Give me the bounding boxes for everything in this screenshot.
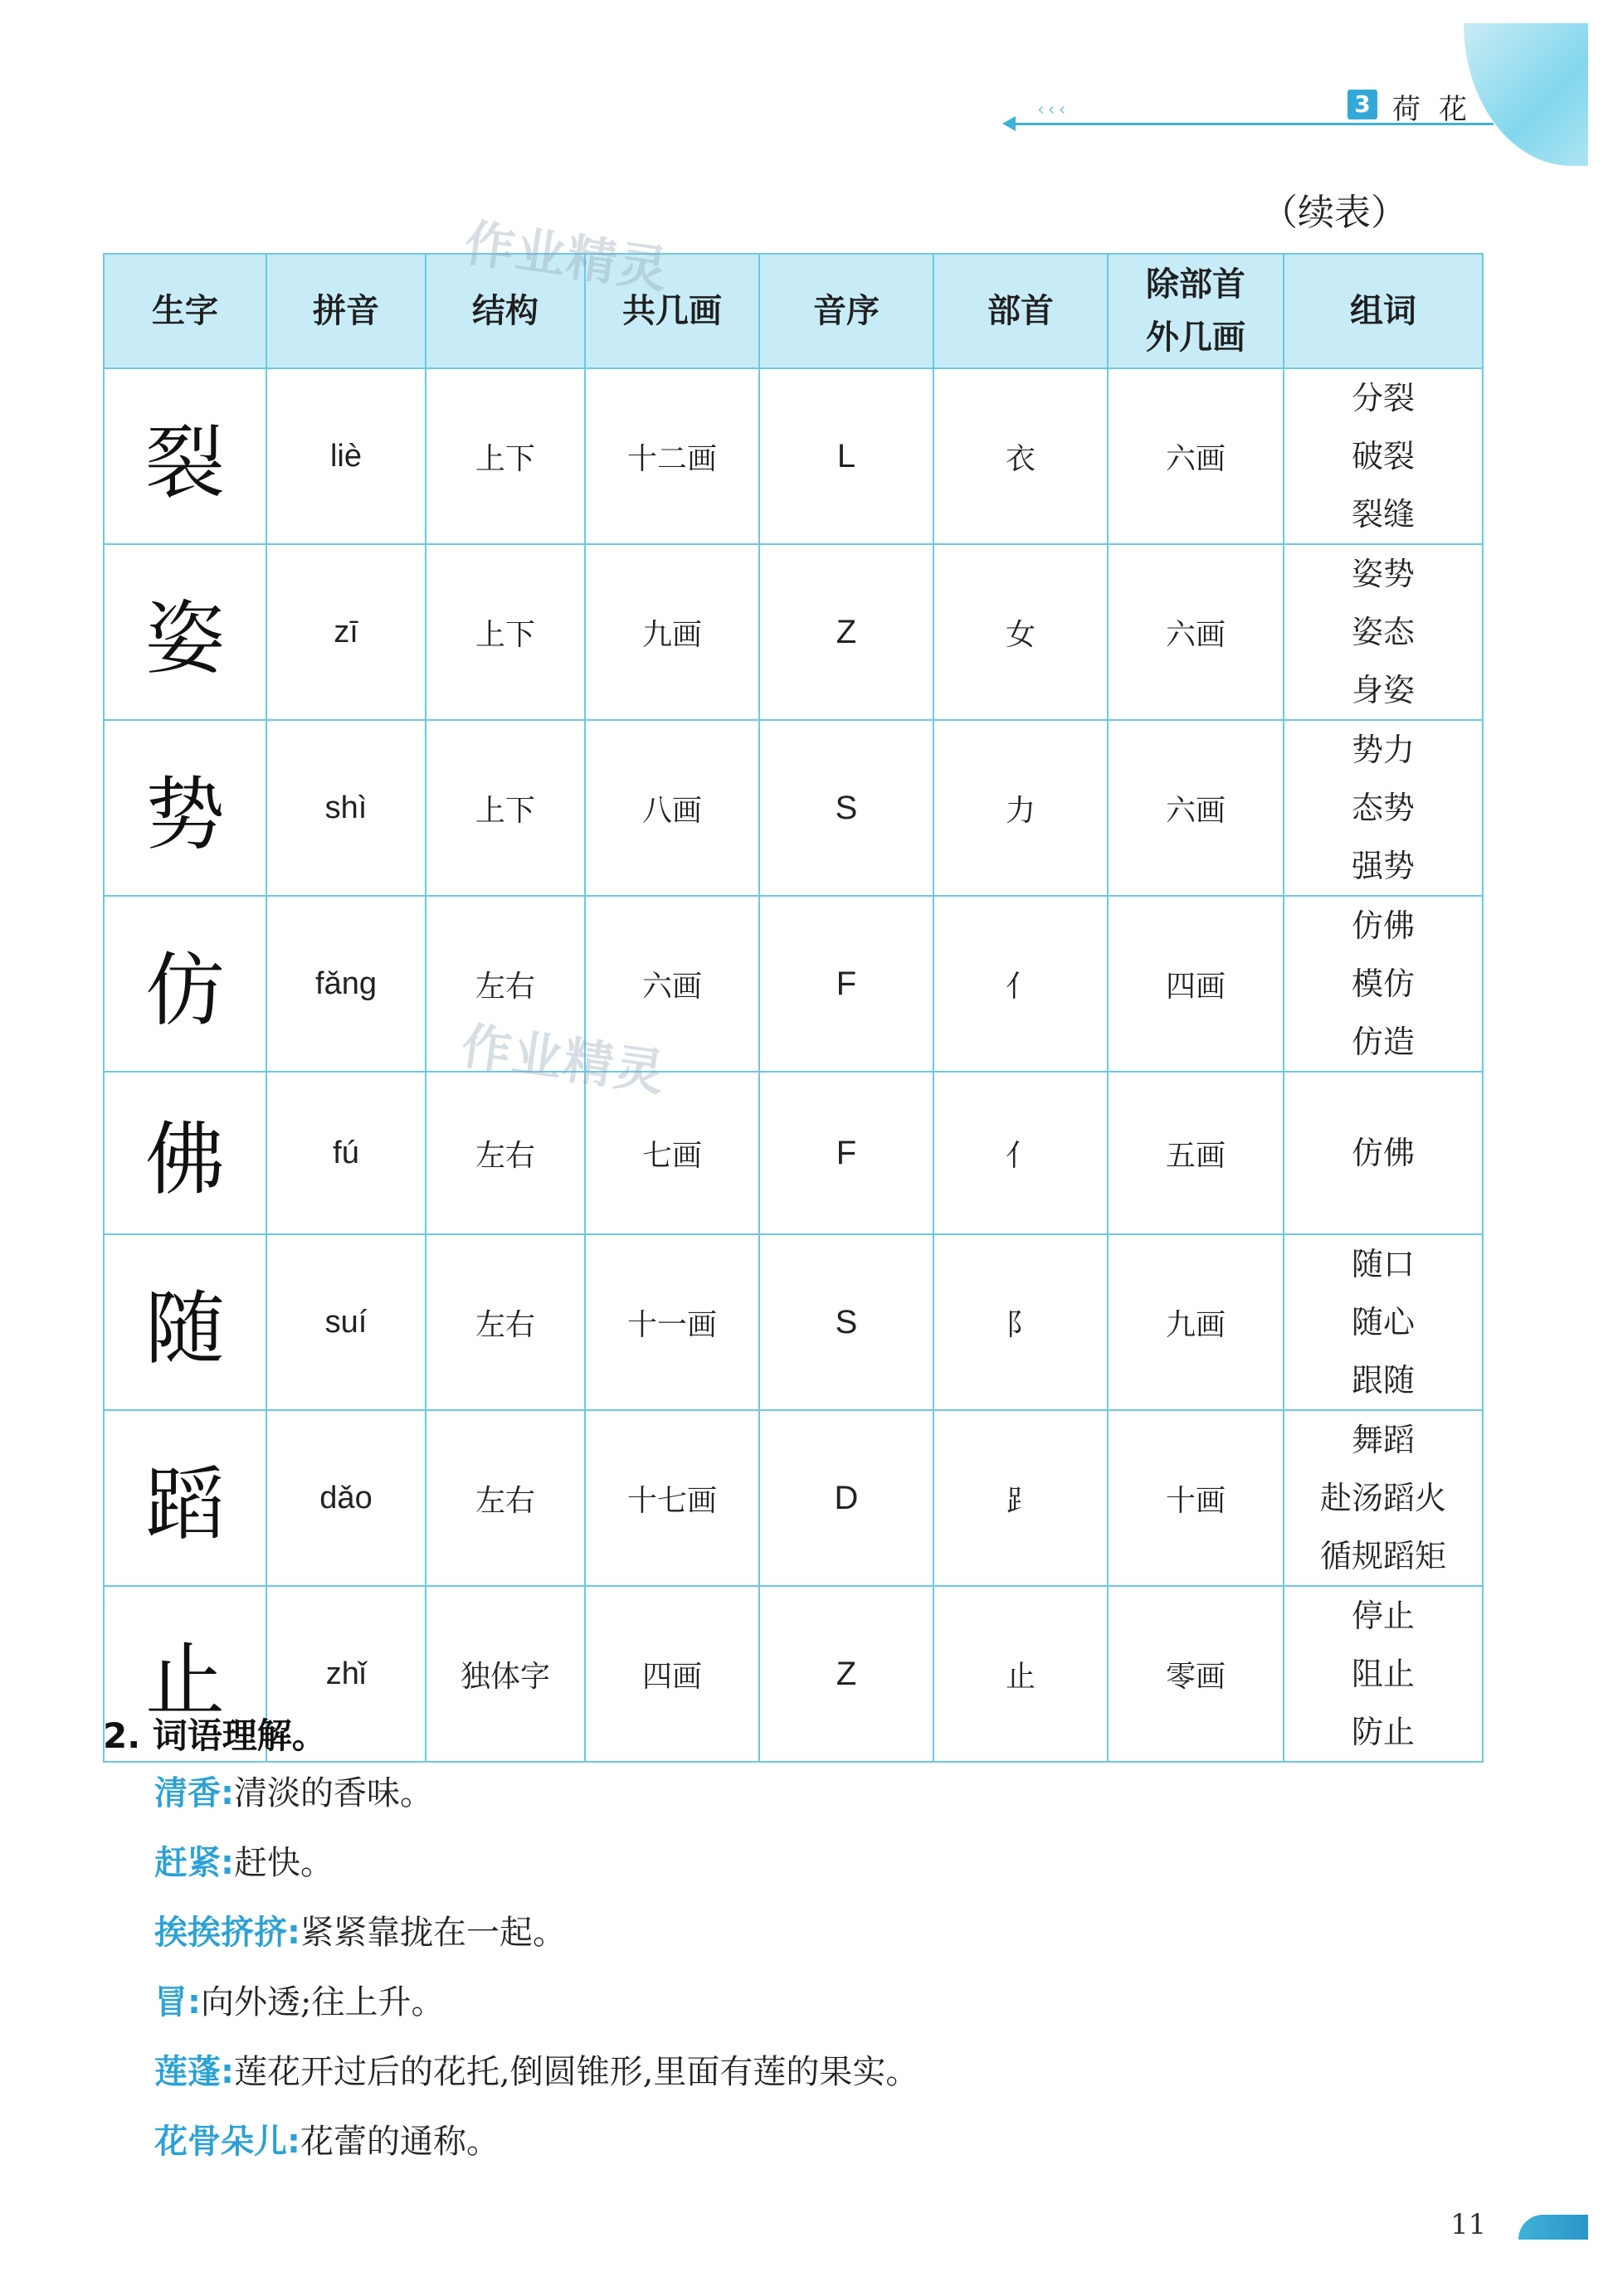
vocab-term: 花骨朵儿 xyxy=(154,2123,287,2161)
vocab-separator: : xyxy=(287,1914,300,1952)
radical-cell: 亻 xyxy=(933,896,1108,1072)
vocab-item xyxy=(154,1767,1523,1814)
pinyin-cell: liè xyxy=(266,368,426,544)
vocab-definition: 紧紧靠拢在一起。 xyxy=(300,1914,566,1952)
table-row xyxy=(104,1234,1483,1410)
order-cell: L xyxy=(759,368,933,544)
char-cell: 势 xyxy=(104,720,266,896)
vocab-separator: : xyxy=(221,1774,234,1812)
col-header-words: 组词 xyxy=(1284,254,1483,368)
vocab-item xyxy=(154,1906,1523,1953)
section-title: 2. 词语理解。 xyxy=(103,1715,327,1756)
vocab-definition: 赶快。 xyxy=(234,1844,334,1882)
word-item: 停止 xyxy=(1351,1598,1415,1634)
extra-strokes-cell: 四画 xyxy=(1108,896,1284,1072)
vocab-term: 赶紧 xyxy=(154,1844,221,1882)
strokes-cell: 九画 xyxy=(585,544,759,720)
strokes-cell: 七画 xyxy=(585,1072,759,1234)
words-cell xyxy=(1284,368,1483,544)
strokes-cell: 八画 xyxy=(585,720,759,896)
page-header xyxy=(996,83,1502,133)
col-header-extra-strokes xyxy=(1108,254,1284,368)
word-item: 态势 xyxy=(1351,790,1415,826)
word-item: 舞蹈 xyxy=(1351,1422,1415,1458)
vocab-item xyxy=(154,2045,1523,2093)
word-item: 裂缝 xyxy=(1351,496,1415,533)
word-item: 破裂 xyxy=(1351,438,1415,474)
vocab-term: 莲蓬 xyxy=(154,2053,221,2091)
extra-strokes-cell: 六画 xyxy=(1108,368,1284,544)
word-item: 姿势 xyxy=(1351,556,1415,592)
col-header-strokes: 共几画 xyxy=(585,254,759,368)
char-cell: 止 xyxy=(104,1586,266,1762)
order-cell: S xyxy=(759,720,933,896)
structure-cell: 上下 xyxy=(426,544,585,720)
table-row xyxy=(104,720,1483,896)
word-item: 随心 xyxy=(1351,1304,1415,1340)
extra-strokes-cell: 九画 xyxy=(1108,1234,1284,1410)
vocab-definition: 花蕾的通称。 xyxy=(300,2123,499,2161)
strokes-cell: 六画 xyxy=(585,896,759,1072)
pinyin-cell: suí xyxy=(266,1234,426,1410)
extra-strokes-cell: 零画 xyxy=(1108,1586,1284,1762)
structure-cell: 左右 xyxy=(426,1072,585,1234)
pinyin-cell: fǎng xyxy=(266,896,426,1072)
vocab-term: 冒 xyxy=(154,1983,188,2021)
vocab-term: 清香 xyxy=(154,1774,221,1812)
word-item: 仿佛 xyxy=(1351,1135,1415,1171)
vocab-definition: 莲花开过后的花托,倒圆锥形,里面有莲的果实。 xyxy=(234,2053,919,2091)
table-row xyxy=(104,544,1483,720)
char-cell: 仿 xyxy=(104,896,266,1072)
strokes-cell: 十七画 xyxy=(585,1410,759,1586)
order-cell: Z xyxy=(759,1586,933,1762)
strokes-cell: 十二画 xyxy=(585,368,759,544)
table-body xyxy=(104,368,1483,1762)
vocab-separator: : xyxy=(221,1844,234,1882)
extra-strokes-cell: 十画 xyxy=(1108,1410,1284,1586)
radical-cell: ⻊ xyxy=(933,1410,1108,1586)
chevrons-icon: ‹‹‹ xyxy=(1037,100,1070,120)
vocab-item xyxy=(154,1836,1523,1884)
order-cell: F xyxy=(759,896,933,1072)
word-item: 阻止 xyxy=(1351,1656,1415,1692)
col-header-radical: 部首 xyxy=(933,254,1108,368)
col-header-order: 音序 xyxy=(759,254,933,368)
radical-cell: 女 xyxy=(933,544,1108,720)
watermark: 作业精灵 xyxy=(457,1017,670,1103)
strokes-cell: 十一画 xyxy=(585,1234,759,1410)
char-cell: 姿 xyxy=(104,544,266,720)
col-header-char: 生字 xyxy=(104,254,266,368)
strokes-cell: 四画 xyxy=(585,1586,759,1762)
order-cell: D xyxy=(759,1410,933,1586)
structure-cell: 左右 xyxy=(426,896,585,1072)
vocab-item xyxy=(154,2115,1523,2162)
character-table xyxy=(103,253,1484,1763)
structure-cell: 左右 xyxy=(426,1234,585,1410)
vocab-separator: : xyxy=(287,2123,300,2161)
lesson-number-badge: 3 xyxy=(1347,90,1377,119)
table-row xyxy=(104,896,1483,1072)
vocab-separator: : xyxy=(221,2053,234,2091)
order-cell: Z xyxy=(759,544,933,720)
radical-cell: 止 xyxy=(933,1586,1108,1762)
word-item: 模仿 xyxy=(1351,966,1415,1002)
pinyin-cell: zī xyxy=(266,544,426,720)
pinyin-cell: shì xyxy=(266,720,426,896)
extra-strokes-cell: 五画 xyxy=(1108,1072,1284,1234)
pinyin-cell: dǎo xyxy=(266,1410,426,1586)
table-row xyxy=(104,1072,1483,1234)
word-item: 姿态 xyxy=(1351,614,1415,650)
char-cell: 裂 xyxy=(104,368,266,544)
table-row xyxy=(104,368,1483,544)
pinyin-cell: zhǐ xyxy=(266,1586,426,1762)
vocab-separator: : xyxy=(188,1983,201,2021)
words-cell xyxy=(1284,1586,1483,1762)
watermark: 作业精灵 xyxy=(461,214,673,300)
col-header-structure: 结构 xyxy=(426,254,585,368)
words-cell xyxy=(1284,1072,1483,1234)
pinyin-cell: fú xyxy=(266,1072,426,1234)
word-item: 仿佛 xyxy=(1351,907,1415,944)
structure-cell: 上下 xyxy=(426,720,585,896)
word-item: 循规蹈矩 xyxy=(1319,1538,1446,1574)
radical-cell: 衣 xyxy=(933,368,1108,544)
page-tab-decoration xyxy=(1518,2215,1588,2240)
structure-cell: 上下 xyxy=(426,368,585,544)
word-item: 跟随 xyxy=(1351,1362,1415,1399)
order-cell: S xyxy=(759,1234,933,1410)
radical-cell: 阝 xyxy=(933,1234,1108,1410)
words-cell xyxy=(1284,896,1483,1072)
word-item: 防止 xyxy=(1351,1714,1415,1750)
word-item: 分裂 xyxy=(1351,380,1415,416)
radical-cell: 力 xyxy=(933,720,1108,896)
words-cell xyxy=(1284,720,1483,896)
lesson-title: 荷花 xyxy=(1392,93,1485,126)
extra-strokes-cell: 六画 xyxy=(1108,544,1284,720)
order-cell: F xyxy=(759,1072,933,1234)
structure-cell: 左右 xyxy=(426,1410,585,1586)
word-item: 随口 xyxy=(1351,1246,1415,1282)
char-cell: 佛 xyxy=(104,1072,266,1234)
radical-cell: 亻 xyxy=(933,1072,1108,1234)
word-item: 强势 xyxy=(1351,848,1415,884)
word-item: 仿造 xyxy=(1351,1024,1415,1060)
col-header-extra-strokes-label: 除部首外几画 xyxy=(1146,265,1245,357)
word-item: 身姿 xyxy=(1351,672,1415,708)
extra-strokes-cell: 六画 xyxy=(1108,720,1284,896)
word-item: 赴汤蹈火 xyxy=(1319,1480,1446,1516)
vocab-term: 挨挨挤挤 xyxy=(154,1914,287,1952)
char-cell: 蹈 xyxy=(104,1410,266,1586)
table-row xyxy=(104,1410,1483,1586)
words-cell xyxy=(1284,544,1483,720)
vocab-definition: 向外透;往上升。 xyxy=(201,1983,445,2021)
vocab-item xyxy=(154,1976,1523,2023)
words-cell xyxy=(1284,1410,1483,1586)
table-header-row xyxy=(104,254,1483,368)
vocab-definition: 清淡的香味。 xyxy=(234,1774,433,1812)
words-cell xyxy=(1284,1234,1483,1410)
page-number: 11 xyxy=(1450,2208,1487,2241)
col-header-pinyin: 拼音 xyxy=(266,254,426,368)
word-item: 势力 xyxy=(1351,732,1415,768)
char-cell: 随 xyxy=(104,1234,266,1410)
structure-cell: 独体字 xyxy=(426,1586,585,1762)
continued-label: （续表） xyxy=(1261,192,1407,234)
